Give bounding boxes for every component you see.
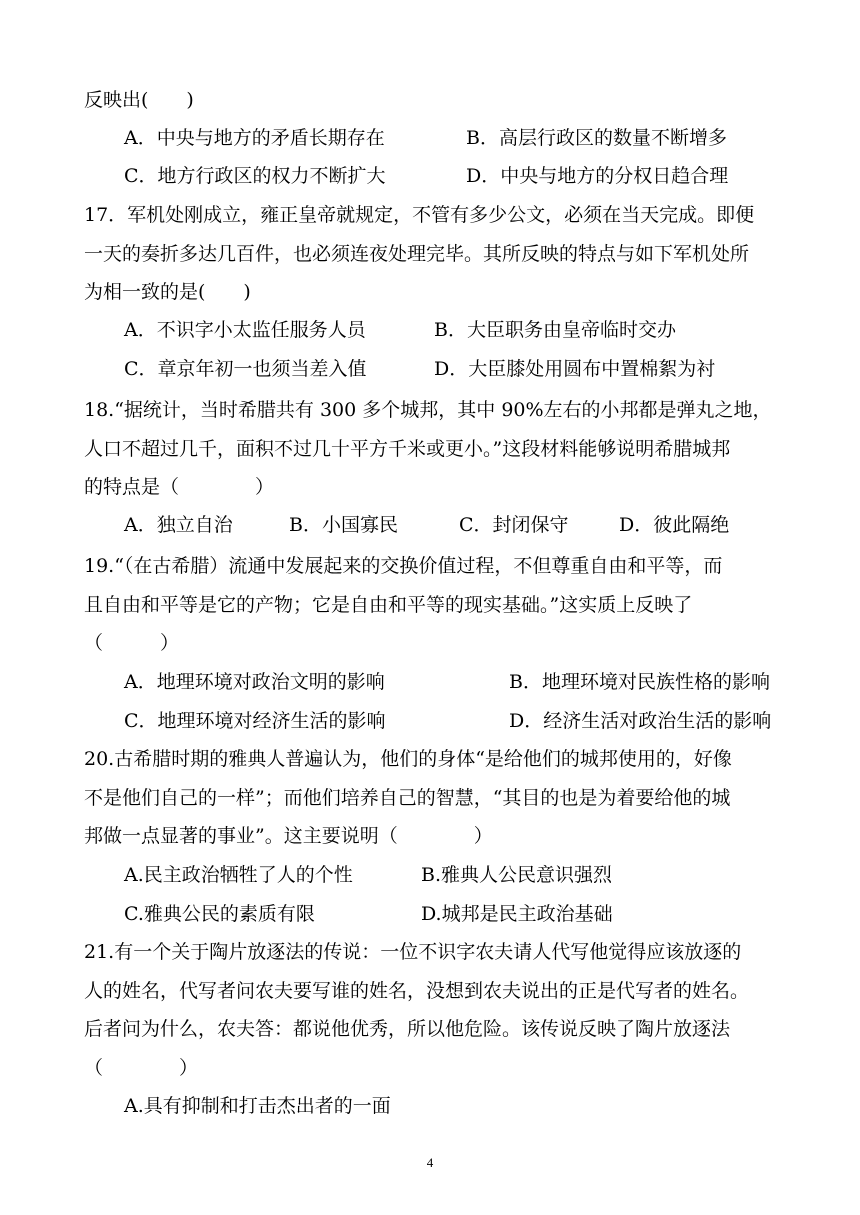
q18-option-c: C．封闭保守 [459, 514, 569, 536]
q17-option-d: D．大臣膝处用圆布中置棉絮为衬 [434, 358, 716, 380]
q20-stem-line: 20.古希腊时期的雅典人普遍认为，他们的身体“是给他们的城邦使用的，好像 [84, 748, 732, 770]
q16-option-c: C．地方行政区的权力不断扩大 [124, 165, 386, 187]
q18-stem-line: 人口不超过几千，面积不过几十平方千米或更小。”这段材料能够说明希腊城邦 [84, 438, 731, 460]
q20-option-a: A.民主政治牺牲了人的个性 [124, 864, 353, 886]
q16-option-d: D．中央与地方的分权日趋合理 [466, 165, 729, 187]
page-number: 4 [426, 1155, 434, 1170]
q21-stem-line: （ ） [84, 1057, 199, 1079]
q17-stem-line: 17．军机处刚成立，雍正皇帝就规定，不管有多少公文，必须在当天完成。即便 [84, 204, 755, 226]
q18-option-a: A．独立自治 [124, 514, 233, 536]
q16-stem-tail: 反映出( ) [84, 89, 194, 111]
q19-stem-line: 且自由和平等是它的产物；它是自由和平等的现实基础。”这实质上反映了 [84, 594, 693, 616]
q17-option-c: C．章京年初一也须当差入值 [124, 358, 367, 380]
q18-stem-line: 的特点是（ ） [84, 476, 275, 498]
q19-stem-line: （ ） [84, 632, 180, 654]
q17-stem-line: 为相一致的是( ) [84, 281, 251, 303]
q19-option-d: D．经济生活对政治生活的影响 [509, 710, 772, 732]
q17-option-a: A．不识字小太监任服务人员 [124, 319, 366, 341]
q16-option-a: A．中央与地方的矛盾长期存在 [124, 127, 385, 149]
q19-option-b: B．地理环境对民族性格的影响 [509, 671, 770, 693]
q19-option-c: C．地理环境对经济生活的影响 [124, 710, 386, 732]
q18-stem-line: 18.“据统计，当时希腊共有 300 多个城邦，其中 90%左右的小邦都是弹丸之地， [84, 399, 772, 421]
q20-option-b: B.雅典人公民意识强烈 [421, 864, 613, 886]
q18-option-d: D．彼此隔绝 [619, 514, 730, 536]
q19-option-a: A．地理环境对政治文明的影响 [124, 671, 385, 693]
q20-stem-line: 不是他们自己的一样”；而他们培养自己的智慧，“其目的也是为着要给他的城 [84, 787, 731, 809]
q20-option-d: D.城邦是民主政治基础 [421, 903, 613, 925]
q21-stem-line: 人的姓名，代写者问农夫要写谁的姓名，没想到农夫说出的正是代写者的姓名。 [84, 980, 750, 1002]
q16-option-b: B．高层行政区的数量不断增多 [466, 127, 727, 149]
q18-option-b: B．小国寡民 [289, 514, 398, 536]
q20-option-c: C.雅典公民的素质有限 [124, 903, 315, 925]
q19-stem-line: 19.“（在古希腊）流通中发展起来的交换价值过程，不但尊重自由和平等，而 [84, 555, 723, 577]
q21-option-a: A.具有抑制和打击杰出者的一面 [124, 1095, 391, 1117]
q21-stem-line: 后者问为什么，农夫答：都说他优秀，所以他危险。该传说反映了陶片放逐法 [84, 1018, 731, 1040]
q17-stem-line: 一天的奏折多达几百件，也必须连夜处理完毕。其所反映的特点与如下军机处所 [84, 243, 750, 265]
q20-stem-line: 邦做一点显著的事业”。这主要说明（ ） [84, 825, 493, 847]
q17-option-b: B．大臣职务由皇帝临时交办 [434, 319, 676, 341]
q21-stem-line: 21.有一个关于陶片放逐法的传说：一位不识字农夫请人代写他觉得应该放逐的 [84, 941, 742, 963]
